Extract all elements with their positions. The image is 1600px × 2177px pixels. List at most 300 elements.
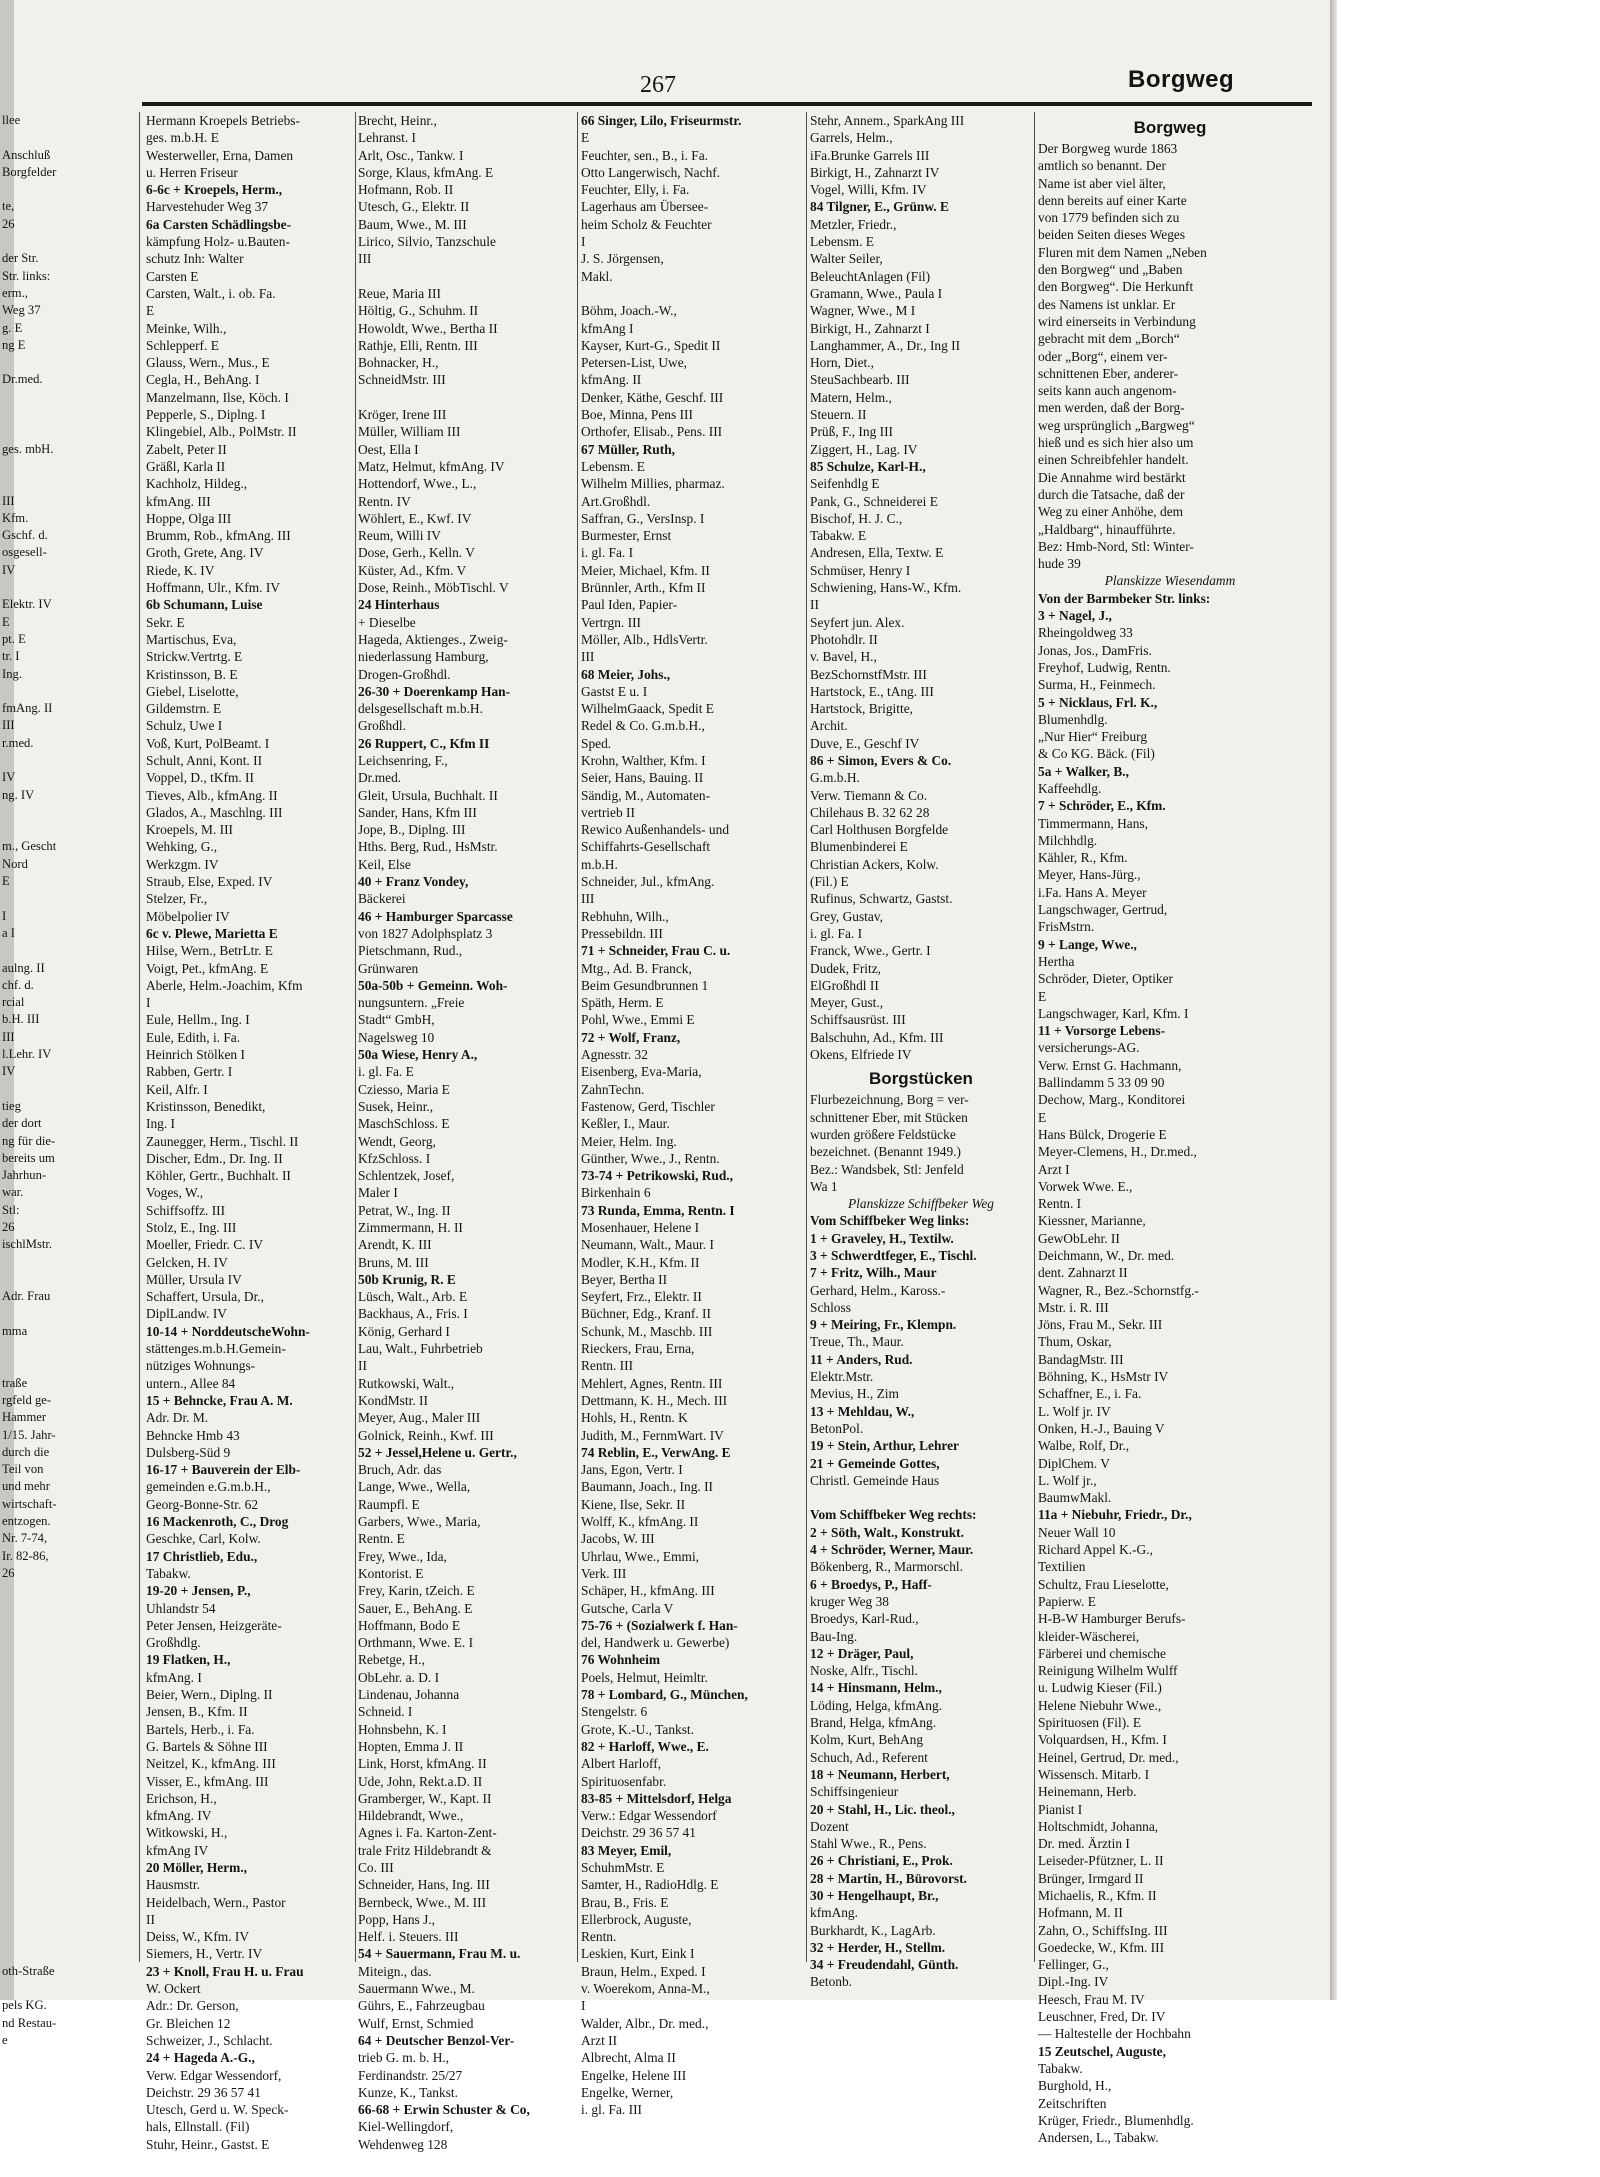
directory-line: fmAng. II — [2, 701, 53, 716]
directory-line: entzogen. — [2, 1514, 51, 1529]
directory-line: 16-17 + Bauverein der Elb- — [146, 1462, 301, 1478]
directory-line: der Str. — [2, 251, 39, 266]
directory-line: Schiffsausrüst. III — [810, 1012, 906, 1028]
directory-line: Lüsch, Walt., Arb. E — [358, 1289, 468, 1305]
directory-line: 74 Reblin, E., VerwAng. E — [581, 1444, 731, 1460]
directory-line: Albert Harloff, — [581, 1756, 662, 1772]
directory-line: Glauss, Wern., Mus., E — [146, 355, 270, 371]
directory-line: kfmAng. III — [146, 493, 211, 509]
directory-line: Rentn. IV — [358, 493, 411, 509]
directory-line: Stengelstr. 6 — [581, 1704, 648, 1720]
directory-line: Krüger, Friedr., Blumenhdlg. — [1038, 2112, 1194, 2128]
directory-line: IV — [2, 770, 16, 785]
directory-line: Frey, Wwe., Ida, — [358, 1548, 447, 1564]
directory-line: Ude, John, Rekt.a.D. II — [358, 1773, 483, 1789]
directory-line: Wagner, Wwe., M I — [810, 303, 916, 319]
directory-line: Seyfert, Frz., Elektr. II — [581, 1289, 702, 1305]
directory-line: Bartels, Herb., i. Fa. — [146, 1721, 255, 1737]
directory-line: Jacobs, W. III — [581, 1531, 655, 1547]
directory-line: H-B-W Hamburger Berufs- — [1038, 1611, 1186, 1627]
directory-line: weg ursprünglich „Bargweg“ — [1038, 417, 1195, 433]
directory-line: Schmüser, Henry I — [810, 562, 911, 578]
directory-line: Rheingoldweg 33 — [1038, 625, 1133, 641]
directory-line: Redel & Co. G.m.b.H., — [581, 718, 705, 734]
directory-line: 6 + Broedys, P., Haff- — [810, 1576, 932, 1592]
directory-line — [2, 1738, 128, 1755]
directory-line: 26 Ruppert, C., Kfm II — [358, 735, 490, 751]
directory-line: Spirituosen (Fil). E — [1038, 1715, 1142, 1731]
directory-line: Westerweller, Erna, Damen — [146, 147, 294, 163]
directory-line: von 1827 Adolphsplatz 3 — [358, 925, 493, 941]
directory-line: denn bereits auf einer Karte — [1038, 192, 1187, 208]
directory-line: Otto Langerwisch, Nachf. — [581, 164, 721, 180]
directory-line: Zeitschriften — [1038, 2095, 1107, 2111]
directory-line: III — [2, 1029, 15, 1044]
directory-line: Wehdenweg 128 — [358, 2136, 448, 2152]
directory-line: Baumann, Joach., Ing. II — [581, 1479, 714, 1495]
directory-line: Rentn. I — [1038, 1196, 1082, 1212]
directory-line: amtlich so benannt. Der — [1038, 158, 1166, 174]
directory-line: 12 + Dräger, Paul, — [810, 1645, 914, 1661]
directory-line: Popp, Hans J., — [358, 1911, 436, 1927]
directory-line: Bäckerei — [358, 891, 406, 907]
directory-line: Noske, Alfr., Tischl. — [810, 1663, 918, 1679]
directory-line: Miteign., das. — [358, 1963, 432, 1979]
directory-line — [581, 285, 803, 302]
directory-line: Link, Horst, kfmAng. II — [358, 1756, 487, 1772]
directory-line: Voigt, Pet., kfmAng. E — [146, 960, 269, 976]
directory-line: Behncke Hmb 43 — [146, 1427, 240, 1443]
directory-line: Krohn, Walther, Kfm. I — [581, 752, 706, 768]
directory-line: 3 + Schwerdtfeger, E., Tischl. — [810, 1248, 977, 1263]
directory-line: 26 + Christiani, E., Prok. — [810, 1853, 953, 1869]
directory-line: trale Fritz Hildebrandt & — [358, 1842, 492, 1858]
directory-line: Christian Ackers, Kolw. — [810, 856, 939, 872]
directory-line: Lehranst. I — [358, 130, 417, 146]
directory-line: BaumwMakl. — [1038, 1490, 1112, 1506]
directory-line: Jope, B., Diplng. III — [358, 822, 466, 838]
directory-line: Lindenau, Johanna — [358, 1687, 460, 1703]
directory-line: Tabakw. — [1038, 2060, 1083, 2076]
directory-line: Hoffmann, Ulr., Kfm. IV — [146, 580, 281, 596]
directory-line: Hths. Berg, Rud., HsMstr. — [358, 839, 498, 855]
directory-line: delsgesellschaft m.b.H. — [358, 701, 483, 717]
directory-line: 50b Krunig, R. E — [358, 1271, 456, 1287]
directory-line: 13 + Mehldau, W., — [810, 1403, 915, 1419]
directory-line: Keßler, I., Maur. — [581, 1116, 670, 1132]
directory-line: Braun, Helm., Exped. I — [581, 1963, 706, 1979]
directory-line — [2, 475, 128, 492]
directory-line: Zimmermann, H. II — [358, 1220, 463, 1235]
directory-line: Dr. med. Ärztin I — [1038, 1836, 1130, 1852]
directory-line: Beim Gesundbrunnen 1 — [581, 977, 709, 993]
directory-line: Schwiening, Hans-W., Kfm. — [810, 580, 962, 596]
directory-line: & Co KG. Bäck. (Fil) — [1038, 746, 1155, 762]
directory-line: 9 + Meiring, Fr., Klempn. — [810, 1317, 957, 1333]
directory-line: Gelcken, H. IV — [146, 1254, 228, 1270]
directory-line: Jans, Egon, Vertr. I — [581, 1462, 683, 1478]
directory-line: Leuschner, Fred, Dr. IV — [1038, 2009, 1166, 2025]
directory-line: kruger Weg 38 — [810, 1593, 889, 1609]
directory-line: Borgfelder — [2, 164, 57, 179]
directory-line: Seifenhdlg E — [810, 476, 880, 492]
directory-line: Möller, Alb., HdlsVertr. — [581, 631, 708, 647]
directory-line: 26-30 + Doerenkamp Han- — [358, 683, 511, 699]
directory-line — [2, 1254, 128, 1271]
directory-line: hieß und es sich hier also um — [1038, 435, 1194, 451]
directory-line: Pepperle, S., Diplng. I — [146, 407, 266, 423]
directory-line: untern., Allee 84 — [146, 1375, 236, 1391]
directory-line: 6-6c + Kroepels, Herm., — [146, 182, 283, 198]
directory-line: Teil von — [2, 1462, 44, 1477]
directory-line — [2, 1651, 128, 1668]
directory-line — [2, 1911, 128, 1928]
directory-line: Burmester, Ernst — [581, 528, 672, 544]
directory-line: i. gl. Fa. E — [358, 1064, 414, 1080]
directory-line: 28 + Martin, H., Bürovorst. — [810, 1870, 967, 1886]
directory-line: 1 + Graveley, H., Textilw. — [810, 1230, 954, 1246]
directory-line: Lau, Walt., Fuhrbetrieb — [358, 1341, 483, 1357]
directory-line: Hilse, Wern., BetrLtr. E — [146, 943, 273, 959]
directory-line: Arzt I — [1038, 1161, 1070, 1177]
directory-line: Ing. — [2, 666, 22, 681]
directory-line: Mevius, H., Zim — [810, 1386, 899, 1402]
directory-line — [2, 389, 128, 406]
directory-line: Schiffsoffz. III — [146, 1202, 226, 1218]
directory-line: Schäper, H., kfmAng. III — [581, 1583, 715, 1599]
directory-line: Gr. Bleichen 12 — [146, 2015, 231, 2031]
directory-line: g. E — [2, 320, 23, 335]
directory-line: MaschSchloss. E — [358, 1116, 450, 1132]
directory-line: Seyfert jun. Alex. — [810, 614, 905, 630]
directory-line: Grote, K.-U., Tankst. — [581, 1721, 694, 1737]
directory-line: Burghold, H., — [1038, 2078, 1112, 2094]
directory-line: Kunze, K., Tankst. — [358, 2084, 458, 2100]
directory-line — [2, 1582, 128, 1599]
column-2 — [358, 112, 574, 2152]
directory-line: Bischof, H. J. C., — [810, 510, 903, 526]
directory-line: Burkhardt, K., LagArb. — [810, 1922, 936, 1938]
directory-line: Treue, Th., Maur. — [810, 1334, 904, 1350]
directory-line: Deichmann, W., Dr. med. — [1038, 1248, 1175, 1263]
directory-line: Dechow, Marg., Konditorei — [1038, 1092, 1186, 1108]
directory-line: 7 + Schröder, E., Kfm. — [1038, 798, 1166, 814]
directory-line: wirtschaft- — [2, 1496, 57, 1511]
directory-line: oth-Straße — [2, 1963, 55, 1978]
directory-line: SchuhmMstr. E — [581, 1859, 665, 1875]
directory-line: Georg-Bonne-Str. 62 — [146, 1496, 259, 1512]
directory-line: Sauer, E., BehAng. E — [358, 1600, 473, 1616]
directory-line: Papierw. E — [1038, 1593, 1096, 1609]
directory-line: Andersen, L., Tabakw. — [1038, 2130, 1159, 2146]
directory-line: Carl Holthusen Borgfelde — [810, 822, 949, 838]
directory-line: III — [581, 891, 595, 907]
directory-line: DiplLandw. IV — [146, 1306, 227, 1322]
directory-line: Elektr.Mstr. — [810, 1369, 874, 1385]
directory-line: Adr. Dr. M. — [146, 1410, 209, 1426]
directory-line: Eule, Hellm., Ing. I — [146, 1012, 250, 1028]
directory-line: Färberei und chemische — [1038, 1645, 1166, 1661]
directory-line: Schneid. I — [358, 1704, 413, 1720]
directory-line: Arendt, K. III — [358, 1237, 432, 1253]
directory-line: Duve, E., Geschf IV — [810, 735, 920, 751]
directory-line: 82 + Harloff, Wwe., E. — [581, 1738, 709, 1754]
directory-line: Bez: Hmb-Nord, Stl: Winter- — [1038, 538, 1194, 554]
directory-line: ges. m.b.H. E — [146, 130, 219, 146]
directory-line — [2, 890, 128, 907]
directory-line: Holtschmidt, Johanna, — [1038, 1818, 1159, 1834]
directory-line: b.H. III — [2, 1012, 40, 1027]
directory-line — [2, 942, 128, 959]
directory-line: Feuchter, Elly, i. Fa. — [581, 182, 690, 198]
directory-line: Verw.: Edgar Wessendorf — [581, 1808, 717, 1824]
directory-line: seits kann auch angenom- — [1038, 383, 1177, 399]
directory-line: II — [810, 597, 819, 613]
directory-line: Oest, Ella I — [358, 441, 419, 457]
directory-line: vertrieb II — [581, 804, 635, 820]
directory-line: Engelke, Werner, — [581, 2084, 674, 2100]
directory-line: Meyer-Clemens, H., Dr.med., — [1038, 1144, 1197, 1160]
directory-line: heim Scholz & Feuchter — [581, 216, 712, 232]
directory-line: Küster, Ad., Kfm. V — [358, 562, 467, 578]
directory-line: Sauermann Wwe., M. — [358, 1981, 475, 1997]
directory-line: Bohnacker, H., — [358, 355, 439, 371]
directory-line — [2, 1721, 128, 1738]
directory-line: Giebel, Liselotte, — [146, 683, 239, 699]
directory-line: Photohdlr. II — [810, 631, 878, 647]
directory-line: Discher, Edm., Dr. Ing. II — [146, 1150, 283, 1166]
directory-line: 23 + Knoll, Frau H. u. Frau — [146, 1963, 304, 1979]
directory-line: Schultz, Frau Lieselotte, — [1038, 1576, 1169, 1592]
directory-line: Pietschmann, Rud., — [358, 943, 463, 959]
directory-line: Elektr. IV — [2, 597, 52, 612]
directory-line: Schneider, Hans, Ing. III — [358, 1877, 490, 1893]
directory-line: Manzelmann, Ilse, Köch. I — [146, 389, 289, 405]
left-page-fragment — [2, 112, 128, 2047]
directory-line: Riede, K. IV — [146, 562, 215, 578]
directory-line: Brünger, Irmgard II — [1038, 1870, 1144, 1886]
directory-line: Wa 1 — [810, 1178, 838, 1194]
directory-line: Backhaus, A., Fris. I — [358, 1306, 468, 1322]
directory-line: Maler I — [358, 1185, 398, 1201]
directory-line: Kristinsson, B. E — [146, 666, 238, 682]
directory-line: Gastst E u. I — [581, 683, 648, 699]
directory-line — [2, 1859, 128, 1876]
directory-line: Jensen, B., Kfm. II — [146, 1704, 248, 1720]
directory-line: Kähler, R., Kfm. — [1038, 850, 1128, 866]
directory-line: 21 + Gemeinde Gottes, — [810, 1455, 940, 1471]
directory-line: IV — [2, 562, 16, 577]
directory-line: Langhammer, A., Dr., Ing II — [810, 337, 961, 353]
running-head: Borgweg — [1128, 66, 1235, 93]
directory-line: BandagMstr. III — [1038, 1351, 1124, 1367]
directory-line: Nagelsweg 10 — [358, 1029, 435, 1045]
directory-line: Wulf, Ernst, Schmied — [358, 2015, 474, 2031]
directory-line: SteuSachbearb. III — [810, 372, 910, 388]
directory-line: Brau, B., Fris. E — [581, 1894, 669, 1910]
directory-line: dent. Zahnarzt II — [1038, 1265, 1128, 1281]
directory-line: 68 Meier, Johs., — [581, 666, 671, 682]
directory-line: m., Gescht — [2, 839, 57, 854]
directory-line: osgesell- — [2, 545, 47, 560]
directory-line: Petrat, W., Ing. II — [358, 1202, 451, 1218]
column-5 — [1038, 112, 1302, 2146]
directory-line: BezSchornstfMstr. III — [810, 666, 927, 682]
directory-line: Kiene, Ilse, Sekr. II — [581, 1496, 686, 1512]
directory-line: tr. I — [2, 649, 20, 664]
directory-line — [2, 406, 128, 423]
directory-line: Thum, Oskar, — [1038, 1334, 1112, 1350]
directory-line: ischlMstr. — [2, 1237, 53, 1252]
directory-line: Ing. I — [146, 1116, 176, 1132]
directory-line: Rufinus, Schwartz, Gastst. — [810, 891, 953, 907]
directory-line: Meier, Helm. Ing. — [581, 1133, 677, 1149]
directory-line: Meyer, Aug., Maler III — [358, 1410, 481, 1426]
directory-line: Kfm. — [2, 510, 29, 525]
directory-line: 4 + Schröder, Werner, Maur. — [810, 1542, 974, 1558]
directory-line: Eule, Edith, i. Fa. — [146, 1029, 241, 1045]
directory-line: Rathje, Elli, Rentn. III — [358, 337, 478, 353]
directory-line: 73 Runda, Emma, Rentn. I — [581, 1202, 735, 1218]
directory-line: bezeichnet. (Benannt 1949.) — [810, 1144, 961, 1160]
directory-line: Sekr. E — [146, 614, 185, 630]
directory-line: Löding, Helga, kfmAng. — [810, 1697, 943, 1713]
directory-line: Schaffner, E., i. Fa. — [1038, 1386, 1142, 1402]
directory-line: Reinigung Wilhelm Wulff — [1038, 1663, 1178, 1679]
directory-line: Jahrhun- — [2, 1168, 47, 1183]
directory-line: IV — [2, 1064, 16, 1079]
directory-line: L. Wolf jr. IV — [1038, 1403, 1111, 1419]
directory-line: 40 + Franz Vondey, — [358, 874, 469, 890]
directory-line: Schlentzek, Josef, — [358, 1168, 455, 1184]
directory-line: Mosenhauer, Helene I — [581, 1220, 700, 1235]
directory-line: Hartstock, Brigitte, — [810, 701, 914, 717]
directory-line: Grünwaren — [358, 960, 419, 976]
directory-line: den Borgweg“ und „Baben — [1038, 262, 1183, 278]
directory-line: tieg — [2, 1098, 21, 1113]
directory-line: Utesch, Gerd u. W. Speck- — [146, 2102, 289, 2118]
directory-line: Dulsberg-Süd 9 — [146, 1444, 231, 1460]
directory-line: Zabelt, Peter II — [146, 441, 227, 457]
directory-line — [2, 1842, 128, 1859]
directory-line: Name ist aber viel älter, — [1038, 175, 1166, 191]
directory-line: von 1779 befinden sich zu — [1038, 210, 1180, 226]
directory-line: Deichstr. 29 36 57 41 — [146, 2084, 261, 2100]
directory-line — [2, 1340, 128, 1357]
directory-line: rcial — [2, 995, 25, 1010]
directory-line: llee — [2, 113, 21, 127]
directory-line: W. Ockert — [146, 1981, 201, 1997]
directory-line — [2, 1755, 128, 1772]
directory-line: Spirituosenfabr. — [581, 1773, 667, 1789]
directory-line: „Haldbarg“, hinaufführte. — [1038, 521, 1176, 537]
directory-line: u. Ludwig Kieser (Fil.) — [1038, 1680, 1162, 1696]
directory-line: Pohl, Wwe., Emmi E — [581, 1012, 695, 1028]
directory-line — [2, 1357, 128, 1374]
directory-line: Aberle, Helm.-Joachim, Kfm — [146, 977, 303, 993]
directory-line: Möbelpolier IV — [146, 908, 230, 924]
directory-line: Bez.: Wandsbek, Stl: Jenfeld — [810, 1161, 964, 1177]
column-divider — [139, 112, 140, 1962]
directory-line: Chilehaus B. 32 62 28 — [810, 804, 930, 820]
directory-line — [2, 1824, 128, 1841]
directory-line: Uhlandstr 54 — [146, 1600, 216, 1616]
directory-line: Birkigt, H., Zahnarzt IV — [810, 164, 940, 180]
column-4 — [810, 112, 1032, 1992]
directory-line: Schneider, Jul., kfmAng. — [581, 874, 715, 890]
directory-line: Kolm, Kurt, BehAng — [810, 1732, 924, 1748]
directory-line: Bernbeck, Wwe., M. III — [358, 1894, 487, 1910]
directory-line: wurden größere Feldstücke — [810, 1126, 956, 1142]
directory-line: Mehlert, Agnes, Rentn. III — [581, 1375, 723, 1391]
page-edge-shadow — [1330, 0, 1337, 2000]
directory-line — [358, 389, 574, 406]
directory-line: Golnick, Reinh., Kwf. III — [358, 1427, 494, 1443]
directory-line: Leiseder-Pfützner, L. II — [1038, 1853, 1164, 1869]
directory-line: Büchner, Edg., Kranf. II — [581, 1306, 711, 1322]
directory-line: Böhm, Joach.-W., — [581, 303, 677, 319]
directory-line: Okens, Elfriede IV — [810, 1047, 912, 1063]
directory-line: Albrecht, Alma II — [581, 2050, 676, 2066]
directory-line — [2, 1271, 128, 1288]
directory-line: Helf. i. Steuers. III — [358, 1929, 459, 1945]
directory-line: Müller, Ursula IV — [146, 1271, 242, 1287]
directory-line: Brecht, Heinr., — [358, 113, 437, 128]
directory-line: Neumann, Walt., Maur. I — [581, 1237, 714, 1253]
directory-line — [2, 1980, 128, 1997]
directory-line — [2, 821, 128, 838]
directory-line — [2, 129, 128, 146]
directory-line: niederlassung Hamburg, — [358, 649, 489, 665]
directory-line: Gührs, E., Fahrzeugbau — [358, 1998, 485, 2014]
directory-line: Brünnler, Arth., Kfm II — [581, 580, 706, 596]
directory-line: 64 + Deutscher Benzol-Ver- — [358, 2032, 515, 2048]
directory-line: 24 Hinterhaus — [358, 597, 440, 613]
directory-line: u. Herren Friseur — [146, 164, 238, 180]
directory-line: l.Lehr. IV — [2, 1047, 52, 1062]
directory-line: Straub, Else, Exped. IV — [146, 874, 273, 890]
directory-line: Schlepperf. E — [146, 337, 219, 353]
directory-line: Moeller, Friedr. C. IV — [146, 1237, 263, 1253]
directory-line: 1/15. Jahr- — [2, 1427, 56, 1442]
directory-line — [2, 1790, 128, 1807]
directory-line: I — [581, 1998, 586, 2014]
directory-line: traße — [2, 1375, 28, 1390]
directory-line: Eisenberg, Eva-Maria, — [581, 1064, 702, 1080]
directory-line: Co. III — [358, 1859, 394, 1875]
directory-line: durch die Tatsache, daß der — [1038, 486, 1185, 502]
directory-line — [2, 233, 128, 250]
directory-line: Peter Jensen, Heizgeräte- — [146, 1617, 282, 1633]
directory-line — [2, 458, 128, 475]
directory-line: Voß, Kurt, PolBeamt. I — [146, 735, 270, 751]
directory-line: Hertha — [1038, 953, 1075, 969]
directory-line: Wehking, G., — [146, 839, 218, 855]
directory-line: Glados, A., Maschlng. III — [146, 804, 283, 820]
directory-line: Bökenberg, R., Marmorschl. — [810, 1559, 963, 1575]
directory-line: Meier, Michael, Kfm. II — [581, 562, 710, 578]
directory-line: Böhning, K., HsMstr IV — [1038, 1369, 1169, 1385]
directory-line: Brumm, Rob., kfmAng. III — [146, 528, 291, 544]
directory-line: Matz, Helmut, kfmAng. IV — [358, 458, 505, 474]
directory-line: v. Woerekom, Anna-M., — [581, 1981, 710, 1997]
directory-line: Visser, E., kfmAng. III — [146, 1773, 269, 1789]
directory-line: Ir. 82-86, — [2, 1548, 49, 1563]
directory-line: Ferdinandstr. 25/27 — [358, 2067, 463, 2083]
directory-line: 6a Carsten Schädlingsbe- — [146, 216, 292, 232]
directory-line: Stuhr, Heinr., Gastst. E — [146, 2136, 270, 2152]
directory-line: Köhler, Gertr., Buchhalt. II — [146, 1168, 291, 1184]
